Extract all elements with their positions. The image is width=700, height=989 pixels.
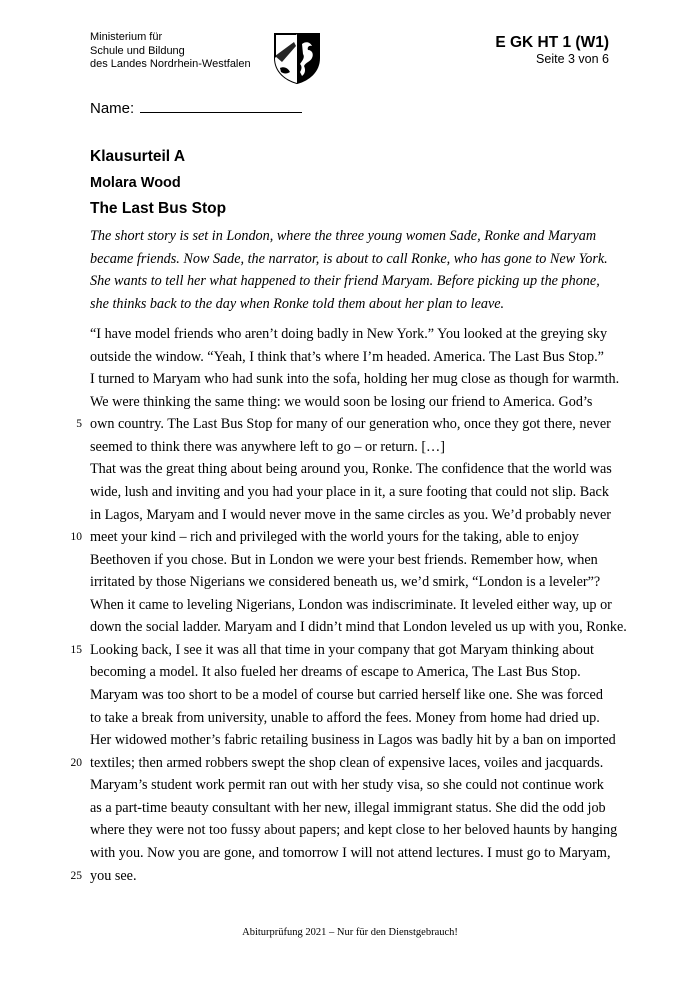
story-line xyxy=(90,368,620,391)
line-text: you see. xyxy=(90,867,137,884)
intro-line: became friends. Now Sade, the narrator, is about to call Ronke, who has gone to New York. xyxy=(90,250,608,267)
line-text: becoming a model. It also fueled her dreams of escape to America, The Last Bus Stop. xyxy=(90,664,581,681)
line-text: meet your kind – rich and privileged with the world yours for the taking, able to enjoy xyxy=(90,529,579,546)
line-text: where they were not too fussy about papers; and kept close to her beloved haunts by hanging xyxy=(90,822,618,839)
story-line xyxy=(90,346,620,369)
intro-line: The short story is set in London, where the three young women Sade, Ronke and Maryam xyxy=(90,228,597,244)
ministry-name xyxy=(90,31,251,72)
ministry-line-2: Schule und Bildung xyxy=(90,44,185,57)
page-info: Seite 3 von 6 xyxy=(536,52,609,66)
story-line xyxy=(90,729,620,752)
line-text: to take a break from university, unable to afford the fees. Money from home had dried up. xyxy=(90,709,600,726)
line-text: Beethoven if you chose. But in London we were your best friends. Remember how, when xyxy=(90,551,598,568)
story-line xyxy=(90,458,620,481)
story-line xyxy=(90,707,620,730)
line-text: down the social ladder. Maryam and I didn’t mind that London leveled us up with you, Ronke. xyxy=(90,619,627,636)
name-field xyxy=(90,98,302,117)
story-line xyxy=(76,413,620,436)
line-text: textiles; then armed robbers swept the shop clean of expensive laces, voiles and jacquards. xyxy=(90,754,604,771)
story-line xyxy=(90,481,620,504)
nrw-coat-of-arms-icon xyxy=(272,32,322,84)
story-line xyxy=(90,616,627,639)
story-line xyxy=(90,549,620,572)
line-number: 10 xyxy=(70,531,82,544)
exam-code-block xyxy=(495,33,609,67)
line-text: Maryam was too short to be a model of course but carried herself like one. She was forced xyxy=(90,687,603,703)
footer-note: Abiturprüfung 2021 – Nur für den Dienstgebrauch! xyxy=(242,927,458,938)
line-text: in Lagos, Maryam and I would never move in the same circles as you. We’d probably never xyxy=(90,506,612,523)
author-heading: Molara Wood xyxy=(90,175,181,191)
story-line xyxy=(70,639,620,662)
story-line xyxy=(90,504,620,527)
line-text: When it came to leveling Nigerians, London was indiscriminate. It leveled either way, up or xyxy=(90,596,612,613)
story-line xyxy=(90,571,620,594)
line-text: with you. Now you are gone, and tomorrow I will not attend lectures. I must go to Maryam, xyxy=(90,844,611,861)
line-text: I turned to Maryam who had sunk into the sofa, holding her mug close as though for warmth. xyxy=(90,371,620,388)
story-line xyxy=(90,594,620,617)
line-text: “I have model friends who aren’t doing badly in New York.” You looked at the greying sky xyxy=(90,326,608,342)
intro-paragraph xyxy=(90,225,610,315)
line-number: 15 xyxy=(70,643,82,656)
exam-code: E GK HT 1 (W1) xyxy=(495,34,609,51)
story-line xyxy=(90,819,620,842)
line-text: Looking back, I see it was all that time in your company that got Maryam thinking about xyxy=(90,641,594,658)
line-text: That was the great thing about being around you, Ronke. The confidence that the world was xyxy=(90,461,612,478)
story-line xyxy=(90,436,620,459)
ministry-line-1: Ministerium für xyxy=(90,31,163,43)
story-line xyxy=(90,684,620,707)
line-text: Maryam’s student work permit ran out with her study visa, so she could not continue work xyxy=(90,777,604,794)
line-text: seemed to think there was anywhere left to go – or return. […] xyxy=(90,438,445,455)
intro-line: She wants to tell her what happened to their friend Maryam. Before picking up the phone, xyxy=(90,273,600,289)
story-line xyxy=(90,797,620,820)
line-text: We were thinking the same thing: we would soon be losing our friend to America. God’s xyxy=(90,393,593,410)
ministry-line-3: des Landes Nordrhein-Westfalen xyxy=(90,58,251,70)
story-line xyxy=(90,323,620,346)
story-line xyxy=(70,865,620,888)
story-line xyxy=(90,391,620,414)
name-blank-line xyxy=(140,98,302,113)
story-line xyxy=(90,842,620,865)
story-line xyxy=(90,661,620,684)
story-title: The Last Bus Stop xyxy=(90,200,227,217)
story-line xyxy=(90,774,620,797)
line-text: Her widowed mother’s fabric retailing business in Lagos was badly hit by a ban on imported xyxy=(90,732,616,749)
story-line xyxy=(70,752,620,775)
line-text: wide, lush and inviting and you had your place in it, a sure footing that could not slip. Back xyxy=(90,483,609,500)
line-text: outside the window. “Yeah, I think that’s where I’m headed. America. The Last Bus Stop.” xyxy=(90,348,604,365)
intro-line: she thinks back to the day when Ronke told them about her plan to leave. xyxy=(90,295,505,312)
line-number: 5 xyxy=(76,418,82,431)
name-label: Name: xyxy=(90,100,135,117)
line-text: own country. The Last Bus Stop for many of our generation who, once they got there, never xyxy=(90,416,611,433)
line-number: 20 xyxy=(70,756,82,769)
line-text: irritated by those Nigerians we considered beneath us, we’d smirk, “London is a leveler”? xyxy=(90,574,601,591)
story-text xyxy=(70,323,627,887)
story-line xyxy=(70,526,620,549)
line-number: 25 xyxy=(70,869,82,882)
line-text: as a part-time beauty consultant with her new, illegal immigrant status. She did the odd job xyxy=(90,799,606,816)
part-heading: Klausurteil A xyxy=(90,148,186,165)
